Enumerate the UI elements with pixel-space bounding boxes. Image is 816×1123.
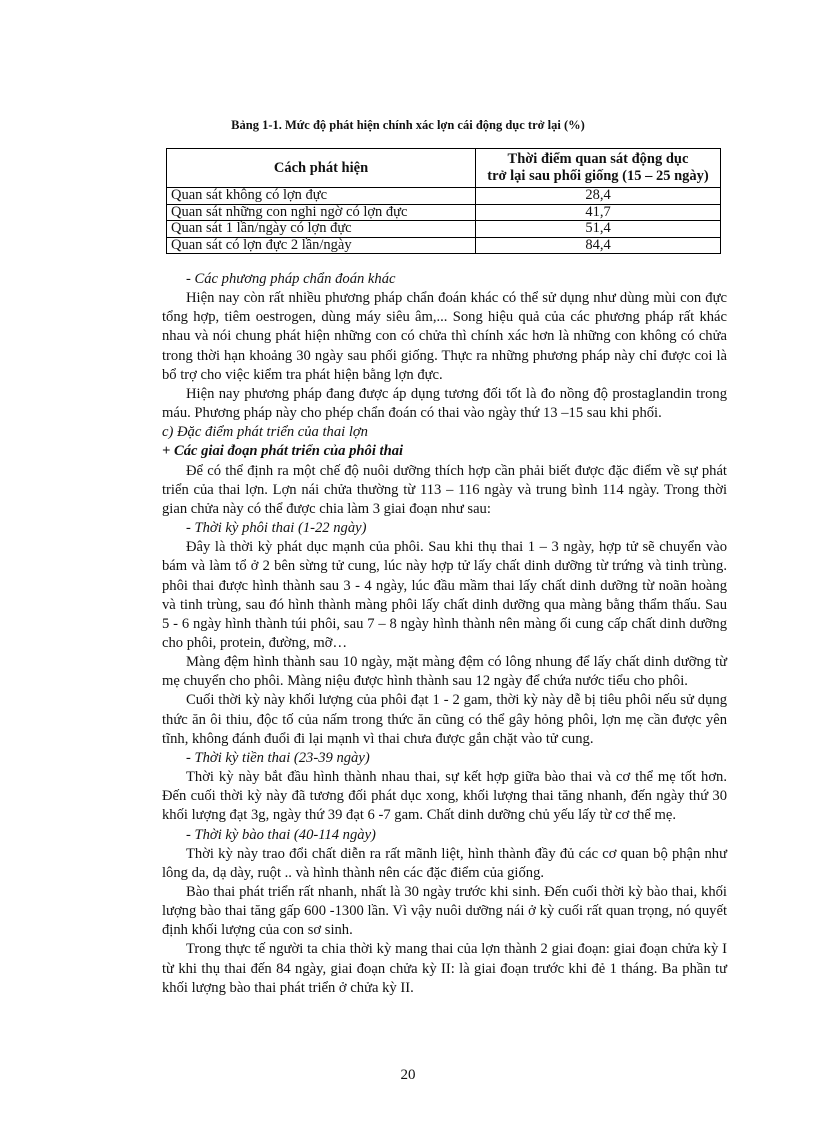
table-cell-method: Quan sát 1 lần/ngày có lợn đực (167, 221, 476, 238)
table-caption: Bảng 1-1. Mức độ phát hiện chính xác lợn cái động dục trở lại (%) (231, 118, 585, 132)
subsection-heading-other-methods: - Các phương pháp chẩn đoán khác (186, 271, 396, 287)
subsection-heading-pre-fetal-period: - Thời kỳ tiền thai (23-39 ngày) (186, 749, 370, 766)
section-heading-embryo-stages: + Các giai đoạn phát triển của phôi thai (162, 443, 404, 460)
column-header-time (476, 149, 721, 188)
table-cell-method: Quan sát không có lợn đực (167, 188, 476, 205)
table-cell-method: Quan sát có lợn đực 2 lần/ngày (167, 237, 476, 254)
paragraph: Cuối thời kỳ này khối lượng của phôi đạt 1 - 2 gam, thời kỳ này dễ bị tiêu phôi nếu sử dụng thức ăn ôi thiu, độc tố của nấm trong thức ăn cũng có thể gây hỏng phôi, lợn mẹ cần được yên tĩnh, không đánh đuổi đi lại mạnh vì thai chưa được gắn chặt vào tử cung. (162, 692, 727, 747)
table-row (167, 188, 721, 205)
body-text (162, 270, 727, 998)
page-number: 20 (400, 1067, 416, 1083)
table-row (167, 204, 721, 221)
paragraph: Thời kỳ này trao đổi chất diễn ra rất mãnh liệt, hình thành đầy đủ các cơ quan bộ phận như lông da, dạ dày, ruột .. và hình thành nên các đặc điểm của giống. (162, 845, 727, 881)
column-header-time-line2: trở lại sau phối giống (15 – 25 ngày) (487, 168, 709, 184)
paragraph: Để có thể định ra một chế độ nuôi dưỡng thích hợp cần phải biết được đặc điểm về sự phát triển của thai lợn. Lợn nái chửa thường từ 113 – 116 ngày và trung bình 114 ngày. Trong thời gian chửa này có thể được chia làm 3 giai đoạn như sau: (162, 462, 727, 517)
paragraph: Đây là thời kỳ phát dục mạnh của phôi. Sau khi thụ thai 1 – 3 ngày, hợp tử sẽ chuyển vào bám và làm tổ ở 2 bên sừng tử cung, lúc này hợp tử lấy chất dinh dưỡng từ trứng và tinh trùng. phôi thai được hình thành sau 3 - 4 ngày, lúc đầu mầm thai lấy chất dinh dưỡng từ noãn hoàng và tinh trùng, sau đó hình thành màng phôi lấy chất dinh dưỡng qua màng bằng thẩm thấu. Sau 5 - 6 ngày hình thành túi phôi, sau 7 – 8 ngày hình thành nên màng ối cung cấp chất dinh dưỡng cho phôi, protein, đường, mỡ… (162, 539, 727, 651)
table-row (167, 221, 721, 238)
subsection-heading-fetal-period: - Thời kỳ bào thai (40-114 ngày) (186, 826, 376, 843)
table-cell-value: 28,4 (476, 188, 721, 205)
paragraph: Bào thai phát triển rất nhanh, nhất là 30 ngày trước khi sinh. Đến cuối thời kỳ bào thai, khối lượng bào thai tăng gấp 600 -1300 lần. Vì vậy nuôi dưỡng nái ở kỳ cuối rất quan trọng, nó quyết định khối lượng của con sơ sinh. (162, 884, 727, 939)
paragraph: Thời kỳ này bắt đầu hình thành nhau thai, sự kết hợp giữa bào thai và cơ thể mẹ tốt hơn. Đến cuối thời kỳ này đã tương đối phát dục xong, khối lượng thai tăng nhanh, đến ngày thứ 30 khối lượng đạt 3g, ngày thứ 39 đạt 6 -7 gam. Chất dinh dưỡng chủ yếu lấy từ cơ thể mẹ. (162, 769, 727, 824)
detection-table (166, 148, 721, 254)
column-header-method: Cách phát hiện (167, 149, 476, 188)
column-header-time-line1: Thời điểm quan sát động dục (507, 151, 689, 167)
paragraph: Trong thực tế người ta chia thời kỳ mang thai của lợn thành 2 giai đoạn: giai đoạn chửa kỳ I từ khi thụ thai đến 84 ngày, giai đoạn chửa kỳ II: là giai đoạn trước khi đẻ 1 tháng. Ba phần tư khối lượng bào thai phát triển ở chửa kỳ II. (162, 941, 727, 996)
table-cell-value: 84,4 (476, 237, 721, 254)
subsection-heading-embryo-period: - Thời kỳ phôi thai (1-22 ngày) (186, 520, 367, 537)
section-heading-fetal-development: c) Đặc điểm phát triển của thai lợn (162, 424, 368, 441)
paragraph: Màng đệm hình thành sau 10 ngày, mặt màng đệm có lông nhung để lấy chất dinh dưỡng từ mẹ chuyển cho phôi. Màng niệu được hình thành sau 12 ngày để chứa nước tiểu cho phôi. (162, 654, 727, 690)
table-row (167, 237, 721, 254)
table-cell-value: 51,4 (476, 221, 721, 238)
paragraph: Hiện nay phương pháp đang được áp dụng tương đối tốt là đo nồng độ prostaglandin trong máu. Phương pháp này cho phép chẩn đoán có thai vào ngày thứ 13 –15 sau khi phối. (162, 385, 727, 422)
table-header-row (167, 149, 721, 188)
table-cell-value: 41,7 (476, 204, 721, 221)
table-cell-method: Quan sát những con nghi ngờ có lợn đực (167, 204, 476, 221)
paragraph: Hiện nay còn rất nhiều phương pháp chẩn đoán khác có thể sử dụng như dùng mùi con đực tổng hợp, tiêm oestrogen, dùng máy siêu âm,... Song hiệu quả của các phương pháp rất khác nhau và nói chung phát hiện những con có chửa thì chính xác hơn là những con không có chửa trong thời hạn khoảng 30 ngày sau phối giống. Thực ra những phương pháp này chỉ được coi là bổ trợ cho việc kiểm tra phát hiện bằng lợn đực. (162, 290, 727, 383)
